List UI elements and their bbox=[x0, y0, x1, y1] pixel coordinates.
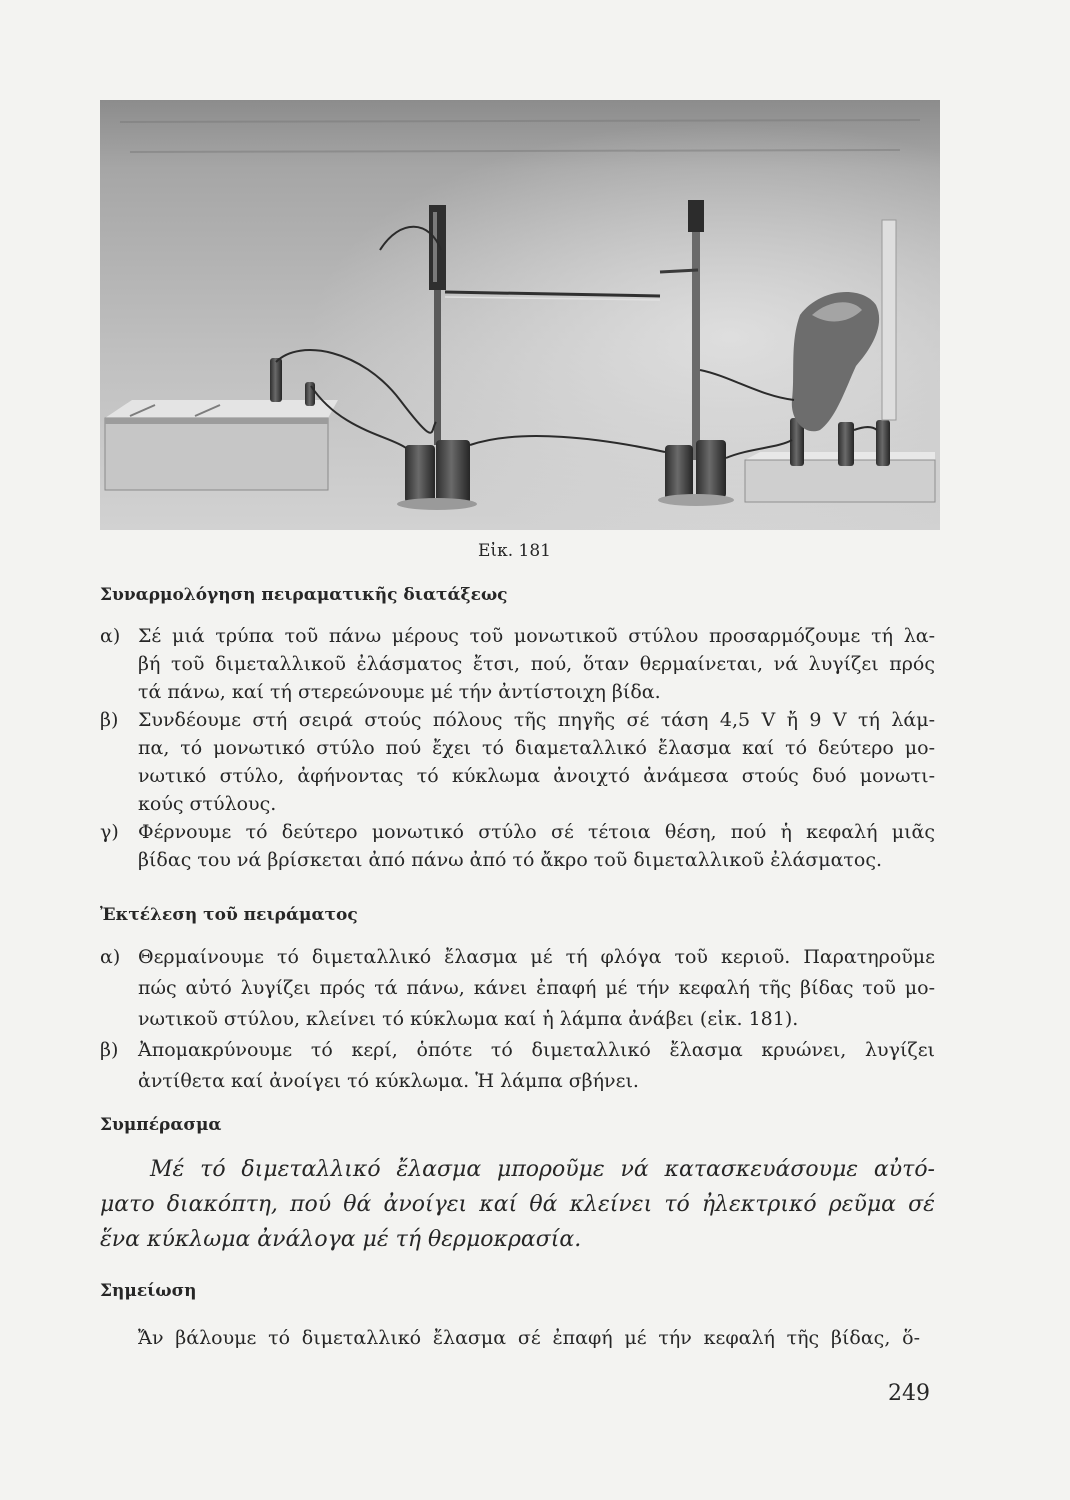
experiment-photo bbox=[100, 100, 940, 530]
text-line: νωτικοῦ στύλου, κλείνει τό κύκλωμα καί ἡ λάμπα ἀνάβει (εἰκ. 181). bbox=[138, 1008, 799, 1030]
conclusion-heading: Συμπέρασμα bbox=[100, 1115, 222, 1135]
text-line: τά πάνω, καί τή στερεώνουμε μέ τήν ἀντίστοιχη βίδα. bbox=[138, 681, 661, 703]
text-line: Φέρνουμε τό δεύτερο μονωτικό στύλο σέ τέτοια θέση, πού ἡ κεφαλή μιᾶς bbox=[138, 821, 935, 843]
text-line: Ἄν βάλουμε τό διμεταλλικό ἔλασμα σέ ἐπαφή μέ τήν κεφαλή τῆς βίδας, ὅ- bbox=[138, 1327, 920, 1349]
step-label: β) bbox=[100, 709, 119, 731]
setup-step-b bbox=[100, 706, 935, 818]
text-line: βίδας του νά βρίσκεται ἀπό πάνω ἀπό τό ἄκρο τοῦ διμεταλλικοῦ ἐλάσματος. bbox=[138, 849, 883, 871]
step-text bbox=[138, 1035, 935, 1097]
text-line: ἀντίθετα καί ἀνοίγει τό κύκλωμα. Ἡ λάμπα σβήνει. bbox=[138, 1070, 639, 1092]
step-label: α) bbox=[100, 625, 121, 647]
text-line: νωτικό στύλο, ἀφήνοντας τό κύκλωμα ἀνοιχτό ἀνάμεσα στούς δυό μονωτι- bbox=[138, 765, 935, 787]
text-line: πώς αὐτό λυγίζει πρός τά πάνω, κάνει ἐπαφή μέ τήν κεφαλή τῆς βίδας τοῦ μο- bbox=[138, 977, 935, 999]
execution-steps bbox=[100, 942, 935, 1097]
text-line: ἕνα κύκλωμα ἀνάλογα μέ τή θερμοκρασία. bbox=[100, 1227, 582, 1252]
figure-181 bbox=[100, 100, 940, 530]
text-line: Θερμαίνουμε τό διμεταλλικό ἔλασμα μέ τή φλόγα τοῦ κεριοῦ. Παρατηροῦμε bbox=[138, 946, 935, 968]
post-base-1 bbox=[397, 440, 477, 510]
text-line: κούς στύλους. bbox=[138, 793, 277, 815]
conclusion-text bbox=[100, 1152, 935, 1257]
execution-heading: Ἐκτέλεση τοῦ πειράματος bbox=[100, 905, 358, 925]
step-text bbox=[138, 622, 935, 706]
step-text bbox=[138, 706, 935, 818]
text-line: βή τοῦ διμεταλλικοῦ ἐλάσματος ἔτσι, πού, ὅταν θερμαίνεται, νά λυγίζει πρός bbox=[138, 653, 935, 675]
step-label: α) bbox=[100, 946, 121, 968]
step-label: β) bbox=[100, 1039, 119, 1061]
step-text bbox=[138, 942, 935, 1035]
battery bbox=[105, 400, 338, 490]
text-line: Σέ μιά τρύπα τοῦ πάνω μέρους τοῦ μονωτικοῦ στύλου προσαρμόζουμε τή λα- bbox=[138, 625, 935, 647]
text-line: πα, τό μονωτικό στύλο πού ἔχει τό διαμεταλλικό ἔλασμα καί τό δεύτερο μο- bbox=[138, 737, 935, 759]
text-line: ματο διακόπτη, πού θά ἀνοίγει καί θά κλείνει τό ἠλεκτρικό ρεῦμα σέ bbox=[100, 1192, 935, 1217]
note-text bbox=[138, 1324, 920, 1352]
setup-steps bbox=[100, 622, 935, 874]
step-label: γ) bbox=[100, 821, 119, 843]
step-text bbox=[138, 818, 935, 874]
page-number: 249 bbox=[888, 1381, 930, 1406]
setup-step-a bbox=[100, 622, 935, 706]
setup-step-c bbox=[100, 818, 935, 874]
execution-step-b bbox=[100, 1035, 935, 1097]
post-base-2 bbox=[658, 440, 734, 506]
candle bbox=[882, 220, 896, 420]
execution-step-a bbox=[100, 942, 935, 1035]
text-line: Ἀπομακρύνουμε τό κερί, ὁπότε τό διμεταλλικό ἔλασμα κρυώνει, λυγίζει bbox=[138, 1039, 935, 1061]
note-heading: Σημείωση bbox=[100, 1281, 197, 1301]
setup-heading: Συναρμολόγηση πειραματικῆς διατάξεως bbox=[100, 585, 508, 605]
text-line: Συνδέουμε στή σειρά στούς πόλους τῆς πηγῆς σέ τάση 4,5 V ἤ 9 V τή λάμ- bbox=[138, 709, 935, 731]
text-line: Μέ τό διμεταλλικό ἔλασμα μποροῦμε νά κατασκευάσουμε αὐτό- bbox=[150, 1157, 935, 1182]
figure-caption: Εἰκ. 181 bbox=[478, 541, 551, 561]
